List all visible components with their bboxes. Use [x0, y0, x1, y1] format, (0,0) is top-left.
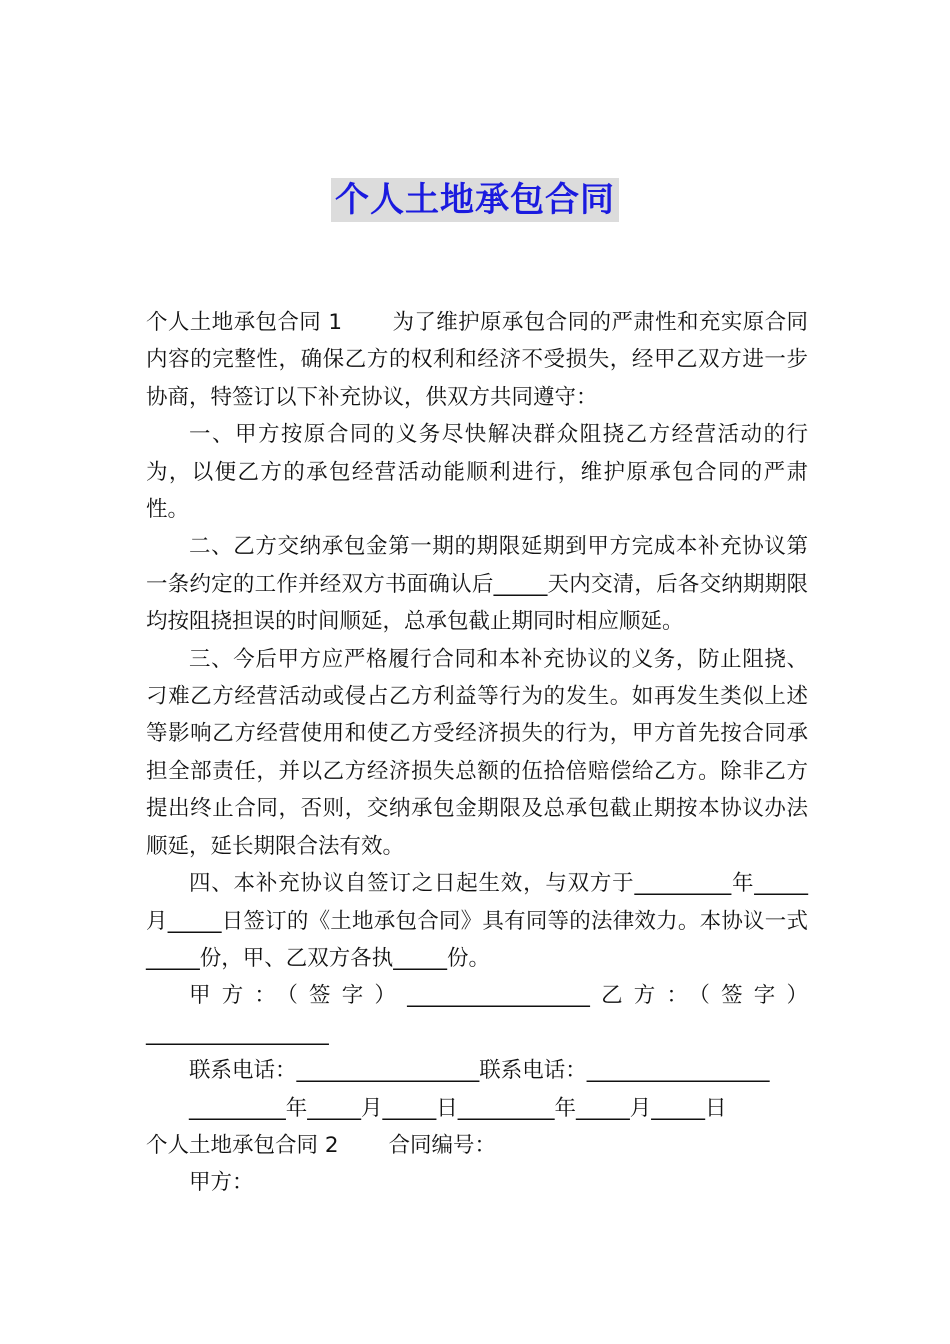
clause-2: 二、乙方交纳承包金第一期的期限延期到甲方完成本补充协议第一条约定的工作并经双方书面确认后_____天内交清，后各交纳期期限均按阻挠担误的时间顺延，总承包截止期同时相应顺延。 — [146, 534, 808, 635]
title-container — [0, 178, 950, 222]
document-title: 个人土地承包合同 — [331, 178, 619, 222]
party-a-label: 甲方： — [189, 1170, 254, 1196]
document-body — [146, 304, 808, 1202]
clause-3: 三、今后甲方应严格履行合同和本补充协议的义务，防止阻挠、刁难乙方经营活动或侵占乙方利益等行为的发生。如再发生类似上述等影响乙方经营使用和使乙方受经济损失的行为，甲方首先按合同承担全部责任，并以乙方经济损失总额的伍拾倍赔偿给乙方。除非乙方提出终止合同，否则，交纳承包金期限及总承包截止期按本协议办法顺延，延长期限合法有效。 — [146, 646, 808, 859]
clause-1: 一、甲方按原合同的义务尽快解决群众阻挠乙方经营活动的行为，以便乙方的承包经营活动能顺利进行，维护原承包合同的严肃性。 — [146, 422, 808, 523]
contract1-intro: 为了维护原承包合同的严肃性和充实原合同内容的完整性，确保乙方的权利和经济不受损失，经甲乙双方进一步协商，特签订以下补充协议，供双方共同遵守： — [146, 310, 808, 410]
date-line: _________年_____月_____日_________年_____月_____日 — [189, 1095, 727, 1121]
contract1-intro-paragraph — [146, 304, 808, 416]
contract2-heading-paragraph — [146, 1127, 808, 1164]
contract1-heading: 个人土地承包合同 1 — [146, 310, 343, 335]
contract-number-label: 合同编号： — [388, 1132, 497, 1158]
signature-line: 甲方：（签字）_________________乙方：（签字）_________________ — [146, 983, 808, 1046]
phone-line: 联系电话：_________________联系电话：_________________ — [189, 1058, 770, 1084]
clause-4: 四、本补充协议自签订之日起生效，与双方于_________年_____月_____日签订的《土地承包合同》具有同等的法律效力。本协议一式_____份，甲、乙双方各执_____份。 — [146, 871, 808, 971]
contract2-heading: 个人土地承包合同 2 — [146, 1132, 339, 1158]
